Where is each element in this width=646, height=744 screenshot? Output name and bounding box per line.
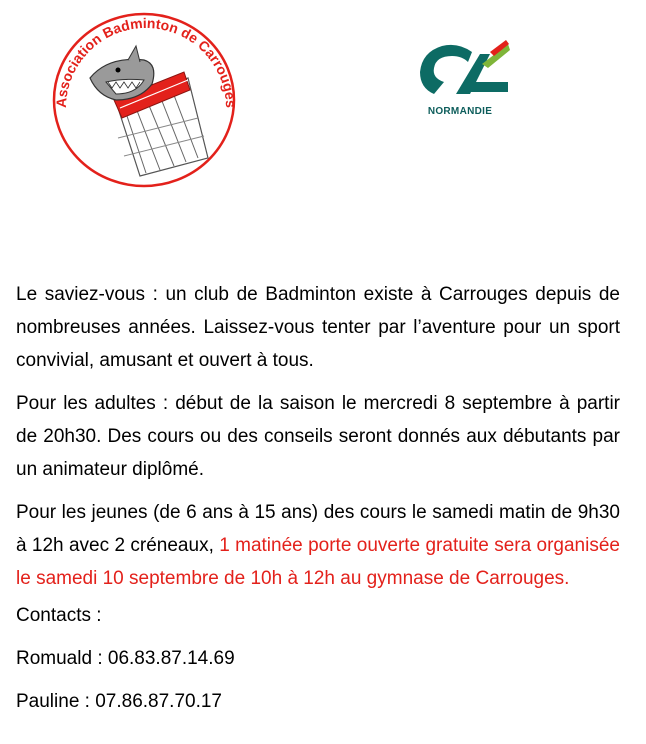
open-day-highlight: 1 matinée porte ouverte gratuite sera organisée le samedi 10 septembre de 10h à 12h au gymnase de Carrouges. [16,535,620,589]
club-logo [48,8,240,188]
youth-paragraph [16,496,620,595]
intro-paragraph: Le saviez-vous : un club de Badminton existe à Carrouges depuis de nombreuses années. Laissez-vous tenter par l’aventure pour un sport convivial, amusant et ouvert à tous. [16,284,620,371]
club-logo-text: Association Badminton de Carrouges [52,14,240,109]
contact-romuald: Romuald : 06.83.87.14.69 [16,648,235,669]
credit-agricole-logo [412,38,512,128]
youth-schedule-text: Pour les jeunes (de 6 ans à 15 ans) des cours le samedi matin de 9h30 à 12h avec 2 créneaux, [16,502,620,556]
contacts-heading: Contacts : [16,605,102,626]
adults-paragraph: Pour les adultes : début de la saison le mercredi 8 septembre à partir de 20h30. Des cours ou des conseils seront donnés aux débutants par un animateur diplômé. [16,393,620,480]
announcement-body [16,278,620,734]
contact-pauline: Pauline : 07.86.87.70.17 [16,691,223,712]
bank-region-label: NORMANDIE [427,106,493,117]
